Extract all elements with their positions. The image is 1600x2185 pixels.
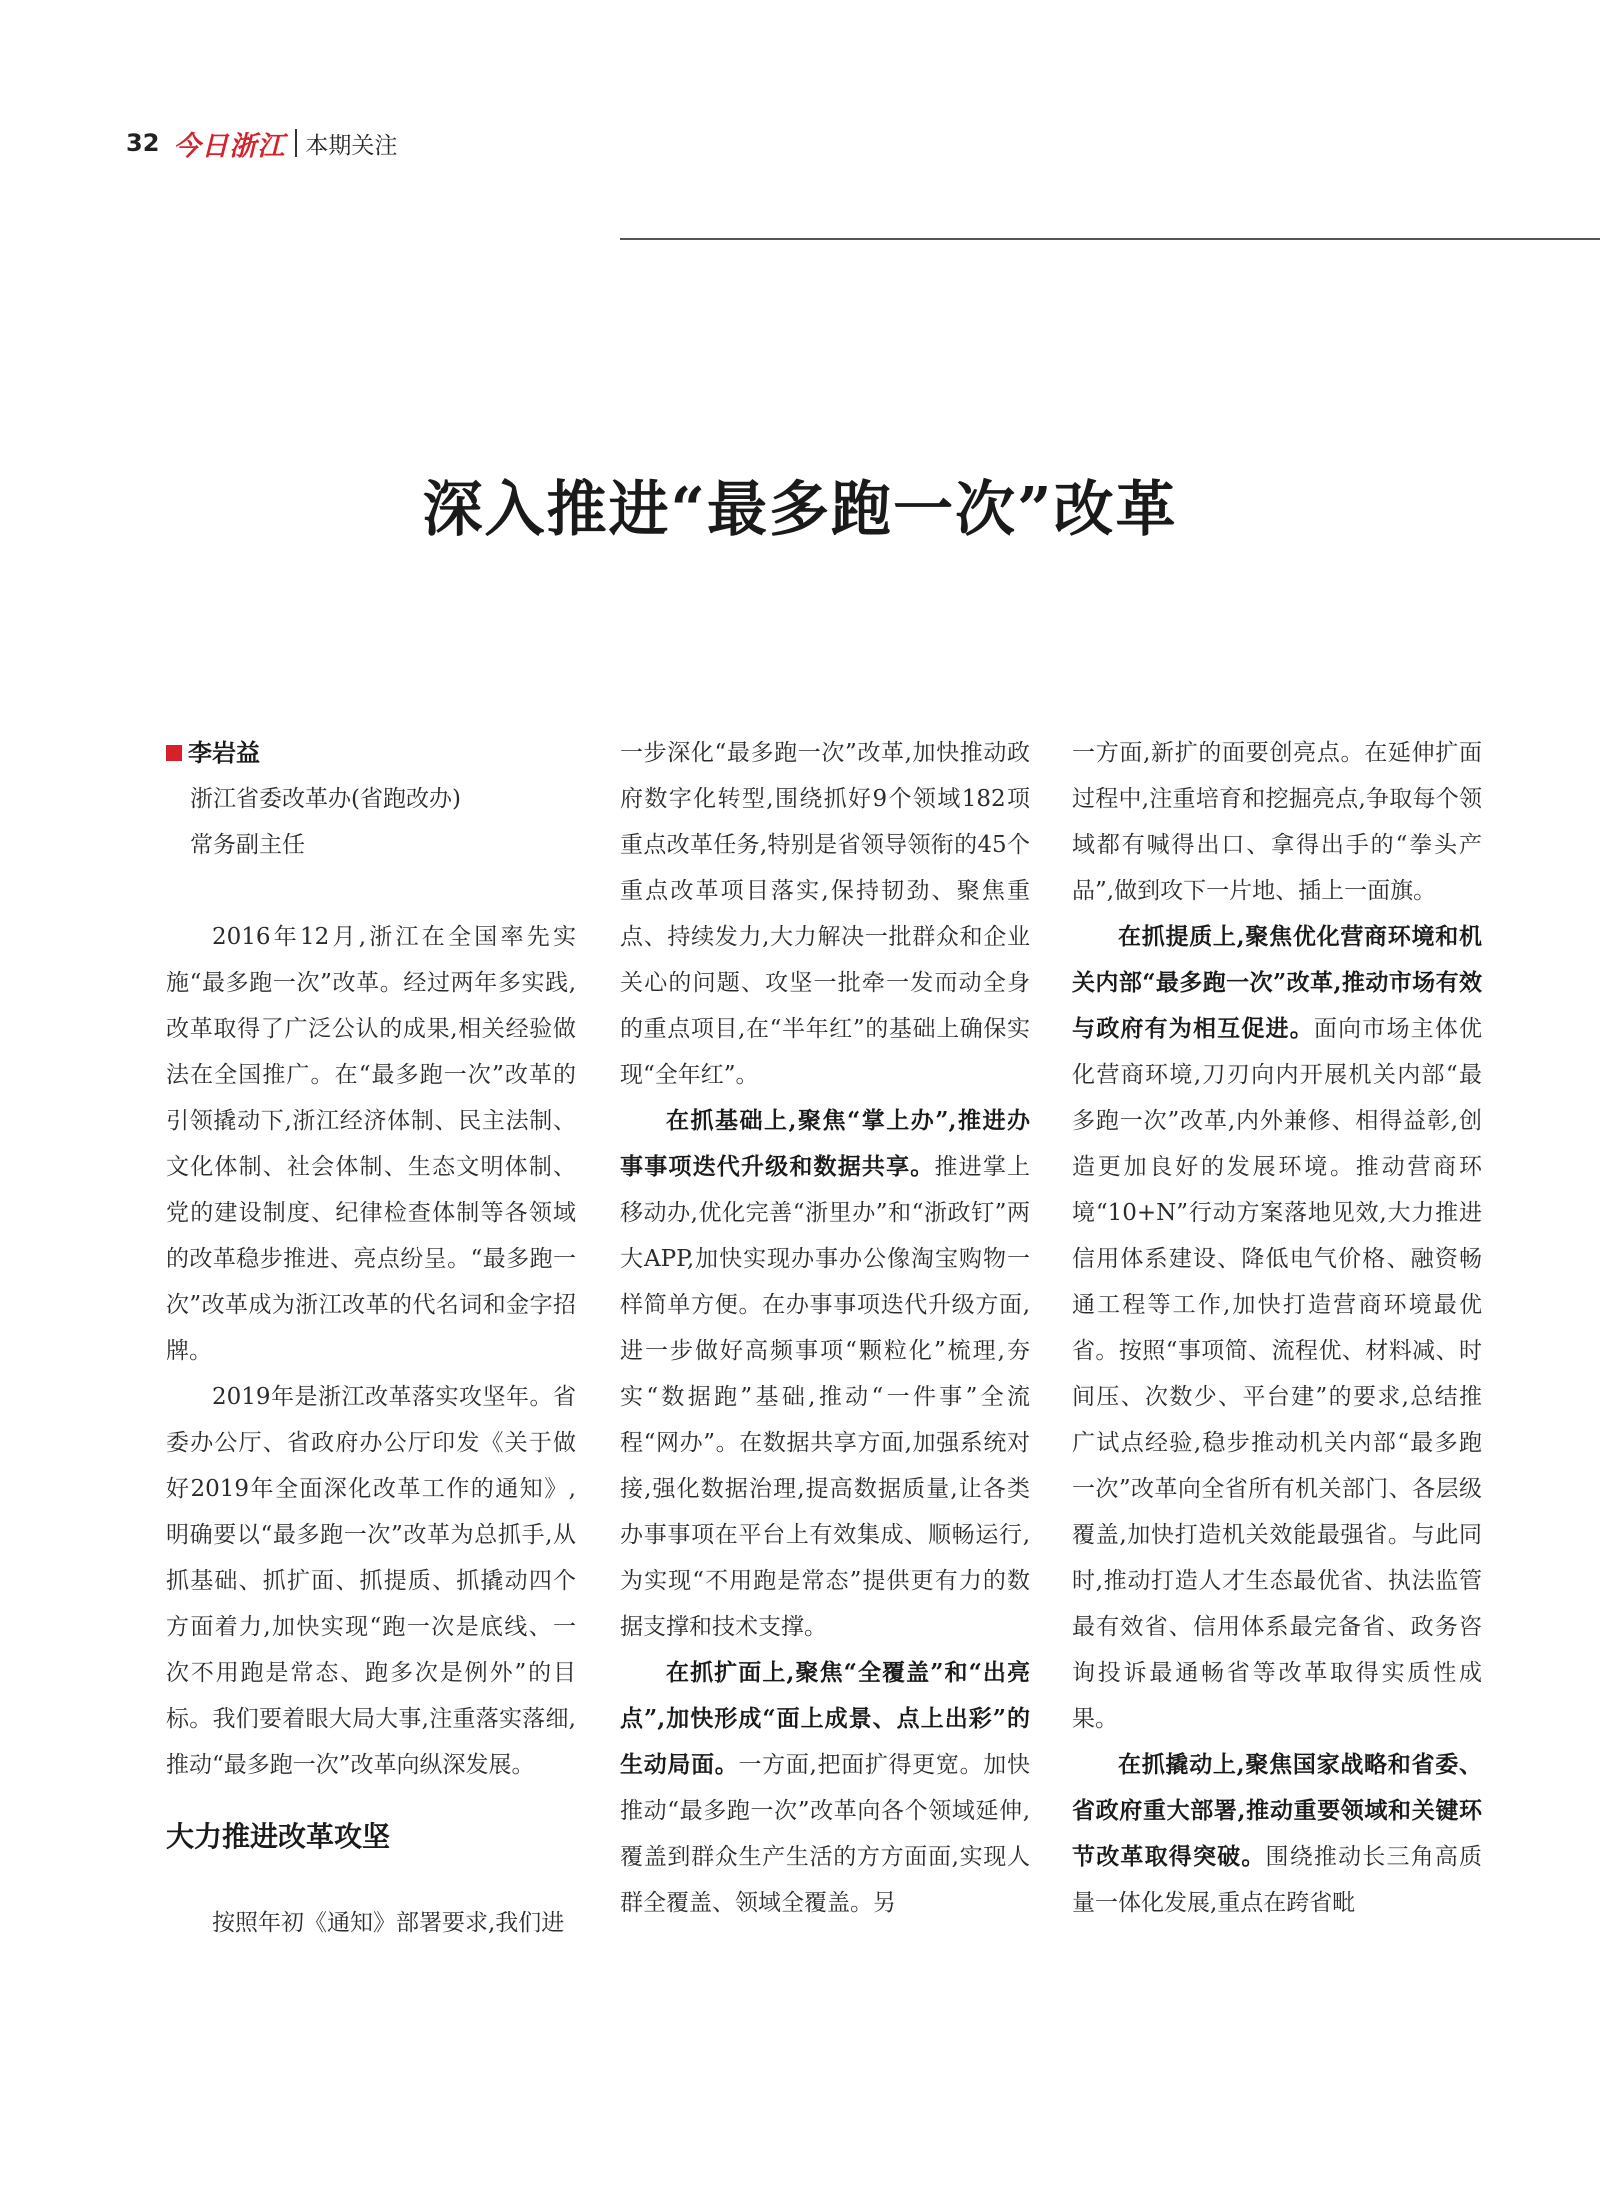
paragraph-7 — [1072, 1742, 1482, 1926]
paragraph-5-lead: 在抓扩面上,聚焦“全覆盖”和“出亮点”,加快形成“面上成景、点上出彩”的生动局面。 — [620, 1659, 1030, 1778]
paragraph-6 — [1072, 914, 1482, 1742]
paragraph-2: 2019年是浙江改革落实攻坚年。省委办公厅、省政府办公厅印发《关于做好2019年全面深化改革工作的通知》,明确要以“最多跑一次”改革为总抓手,从抓基础、抓扩面、抓提质、抓撬动四个方面着力,加快实现“跑一次是底线、一次不用跑是常态、跑多次是例外”的目标。我们要着眼大局大事,注重落实落细,推动“最多跑一次”改革向纵深发展。 — [166, 1384, 576, 1778]
page-header — [126, 125, 397, 161]
magazine-logo: 今日浙江 — [173, 130, 286, 162]
column-2 — [620, 730, 1030, 1926]
paragraph-5-body: 一方面,把面扩得更宽。加快推动“最多跑一次”改革向各个领域延伸,覆盖到群众生产生活的方方面面,实现人群全覆盖、领域全覆盖。另 — [620, 1752, 1030, 1916]
section-name: 本期关注 — [305, 132, 398, 159]
paragraph-4-lead: 在抓基础上,聚焦“掌上办”,推进办事事项迭代升级和数据共享。 — [620, 1107, 1030, 1180]
column-1 — [166, 730, 576, 1946]
author-name: 李岩益 — [188, 739, 260, 767]
paragraph-4 — [620, 1098, 1030, 1650]
paragraph-3-continued: 一步深化“最多跑一次”改革,加快推动政府数字化转型,围绕抓好9个领域182项重点改革任务,特别是省领导领衔的45个重点改革项目落实,保持韧劲、聚焦重点、持续发力,大力解决一批群众和企业关心的问题、攻坚一批牵一发而动全身的重点项目,在“半年红”的基础上确保实现“全年红”。 — [620, 740, 1030, 1088]
paragraph-3: 按照年初《通知》部署要求,我们进 — [212, 1910, 565, 1936]
page-number: 32 — [126, 129, 160, 157]
paragraph-1: 2016年12月,浙江在全国率先实施“最多跑一次”改革。经过两年多实践,改革取得了广泛公认的成果,相关经验做法在全国推广。在“最多跑一次”改革的引领撬动下,浙江经济体制、民主法制、文化体制、社会体制、生态文明体制、党的建设制度、纪律检查体制等各领域的改革稳步推进、亮点纷呈。“最多跑一次”改革成为浙江改革的代名词和金字招牌。 — [166, 924, 576, 1364]
paragraph-6-lead: 在抓提质上,聚焦优化营商环境和机关内部“最多跑一次”改革,推动市场有效与政府有为相互促进。 — [1072, 923, 1482, 1042]
paragraph-4-body: 推进掌上移动办,优化完善“浙里办”和“浙政钉”两大APP,加快实现办事办公像淘宝购物一样简单方便。在办事事项迭代升级方面,进一步做好高频事项“颗粒化”梳理,夯实“数据跑”基础,推动“一件事”全流程“网办”。在数据共享方面,加强系统对接,强化数据治理,提高数据质量,让各类办事事项在平台上有效集成、顺畅运行,为实现“不用跑是常态”提供更有力的数据支撑和技术支撑。 — [620, 1154, 1030, 1640]
author-byline — [166, 730, 576, 776]
column-3 — [1072, 730, 1482, 1926]
paragraph-6-body: 面向市场主体优化营商环境,刀刃向内开展机关内部“最多跑一次”改革,内外兼修、相得益彰,创造更加良好的发展环境。推动营商环境“10+N”行动方案落地见效,大力推进信用体系建设、降低电气价格、融资畅通工程等工作,加快打造营商环境最优省。按照“事项简、流程优、材料减、时间压、次数少、平台建”的要求,总结推广试点经验,稳步推动机关内部“最多跑一次”改革向全省所有机关部门、各层级覆盖,加快打造机关效能最强省。与此同时,推动打造人才生态最优省、执法监管最有效省、信用体系最完备省、政务咨询投诉最通畅省等改革取得实质性成果。 — [1072, 1016, 1482, 1732]
paragraph-7-body: 围绕推动长三角高质量一体化发展,重点在跨省毗 — [1072, 1844, 1482, 1916]
article-title: 深入推进“最多跑一次”改革 — [422, 475, 1178, 545]
header-divider — [295, 129, 297, 157]
paragraph-5-continued: 一方面,新扩的面要创亮点。在延伸扩面过程中,注重培育和挖掘亮点,争取每个领域都有喊得出口、拿得出手的“拳头产品”,做到攻下一片地、插上一面旗。 — [1072, 740, 1482, 904]
paragraph-7-lead: 在抓撬动上,聚焦国家战略和省委、省政府重大部署,推动重要领域和关键环节改革取得突破。 — [1072, 1751, 1482, 1870]
author-affiliation: 浙江省委改革办(省跑改办) — [190, 786, 461, 812]
top-rule — [620, 238, 1600, 240]
subheading: 大力推进改革攻坚 — [166, 1820, 391, 1853]
author-marker-icon — [166, 745, 182, 761]
paragraph-5 — [620, 1650, 1030, 1926]
author-position: 常务副主任 — [190, 832, 305, 858]
